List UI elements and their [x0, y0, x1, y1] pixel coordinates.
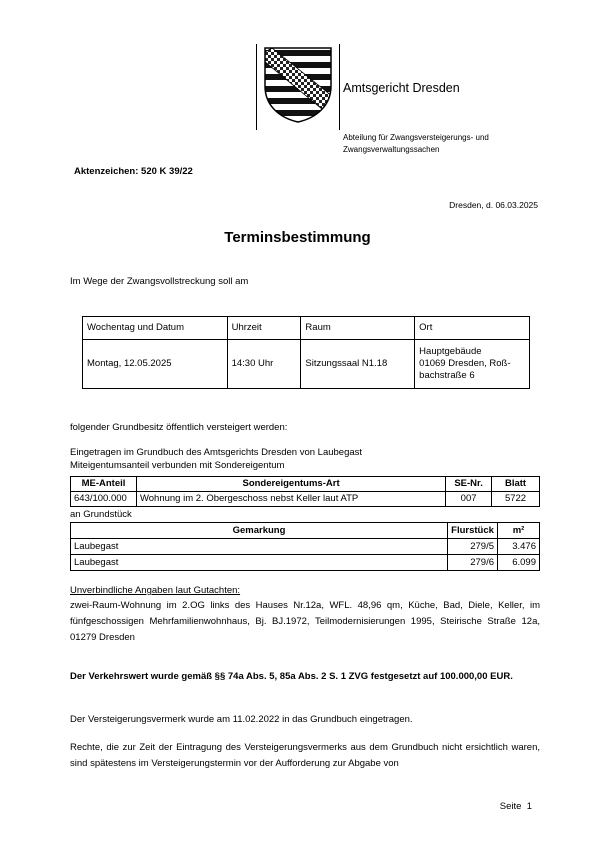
grundbuch-line-1: Eingetragen im Grundbuch des Amtsgerichts Dresden von Laubegast — [70, 447, 363, 458]
intro-text: Im Wege der Zwangsvollstreckung soll am — [70, 276, 249, 287]
page-number: 1 — [526, 801, 532, 812]
termin-table-header-row — [83, 317, 530, 340]
flur-m2: 3.476 — [498, 539, 540, 555]
versteigerungsvermerk-text: Der Versteigerungsvermerk wurde am 11.02.2022 in das Grundbuch eingetragen. — [70, 714, 413, 725]
flur-header-m2: m² — [498, 523, 540, 539]
document-date: Dresden, d. 06.03.2025 — [449, 200, 538, 210]
saxony-coat-of-arms-logo — [262, 46, 334, 124]
termin-table — [82, 316, 530, 389]
me-header-anteil: ME-Anteil — [71, 477, 137, 492]
page-label: Seite — [499, 801, 522, 812]
termin-header-raum: Raum — [301, 317, 415, 340]
flur-header-gemarkung: Gemarkung — [71, 523, 448, 539]
gutachten-text: zwei-Raum-Wohnung im 2.OG links des Hauses Nr.12a, WFL. 48,96 qm, Küche, Bad, Diele, Keller, im fünfgeschossigen Mehrfamilienwohnhaus, Bj. BJ.1972, Teilmodernisierungen 1995, Steirische Straße 12a, 01279 Dresden — [70, 600, 540, 643]
termin-ort-line-3: bachstraße 6 — [419, 370, 475, 381]
flurstueck-header-row — [71, 523, 540, 539]
table-row — [71, 539, 540, 555]
flur-header-flurstueck: Flurstück — [448, 523, 498, 539]
after-table-text: folgender Grundbesitz öffentlich versteigert werden: — [70, 422, 288, 433]
termin-ort-line-1: Hauptgebäude — [419, 346, 482, 357]
me-header-se-nr: SE-Nr. — [446, 477, 492, 492]
me-art: Wohnung im 2. Obergeschoss nebst Keller laut ATP — [136, 492, 445, 507]
termin-datum: Montag, 12.05.2025 — [83, 340, 228, 389]
header-divider-left — [256, 44, 257, 130]
termin-ort-line-2: 01069 Dresden, Roß- — [419, 358, 511, 369]
document-title: Terminsbestimmung — [224, 229, 371, 246]
flur-gemarkung: Laubegast — [71, 539, 448, 555]
termin-ort — [415, 340, 530, 389]
department-line-2: Zwangsverwaltungssachen — [343, 145, 440, 154]
verkehrswert-text: Der Verkehrswert wurde gemäß §§ 74a Abs. 5, 85a Abs. 2 S. 1 ZVG festgesetzt auf 100.000,00 EUR. — [70, 671, 513, 682]
flur-gemarkung: Laubegast — [71, 555, 448, 571]
header-divider-right — [339, 44, 340, 130]
file-number: Aktenzeichen: 520 K 39/22 — [74, 166, 193, 177]
an-grundstueck-label: an Grundstück — [70, 509, 132, 520]
termin-header-datum: Wochentag und Datum — [83, 317, 228, 340]
termin-header-uhrzeit: Uhrzeit — [227, 317, 301, 340]
miteigentum-table — [70, 476, 540, 507]
me-header-art: Sondereigentums-Art — [136, 477, 445, 492]
department — [343, 132, 543, 156]
rechte-text: Rechte, die zur Zeit der Eintragung des Versteigerungsvermerks aus dem Grundbuch nicht ersichtlich waren, sind spätestens im Versteigerungstermin vor der Aufforderung zur Abgabe von — [70, 742, 540, 769]
termin-header-ort: Ort — [415, 317, 530, 340]
court-name: Amtsgericht Dresden — [343, 81, 460, 95]
me-se-nr: 007 — [446, 492, 492, 507]
flur-m2: 6.099 — [498, 555, 540, 571]
termin-uhrzeit: 14:30 Uhr — [227, 340, 301, 389]
table-row — [71, 492, 540, 507]
flur-flurstueck: 279/5 — [448, 539, 498, 555]
flur-flurstueck: 279/6 — [448, 555, 498, 571]
department-line-1: Abteilung für Zwangsversteigerungs- und — [343, 133, 489, 142]
grundbuch-line-2: Miteigentumsanteil verbunden mit Sondereigentum — [70, 460, 285, 471]
me-anteil: 643/100.000 — [71, 492, 137, 507]
termin-table-row — [83, 340, 530, 389]
me-header-blatt: Blatt — [492, 477, 540, 492]
page-footer — [500, 801, 532, 812]
me-blatt: 5722 — [492, 492, 540, 507]
table-row — [71, 555, 540, 571]
gutachten-heading: Unverbindliche Angaben laut Gutachten: — [70, 585, 241, 596]
flurstueck-table — [70, 522, 540, 571]
miteigentum-header-row — [71, 477, 540, 492]
termin-raum: Sitzungssaal N1.18 — [301, 340, 415, 389]
